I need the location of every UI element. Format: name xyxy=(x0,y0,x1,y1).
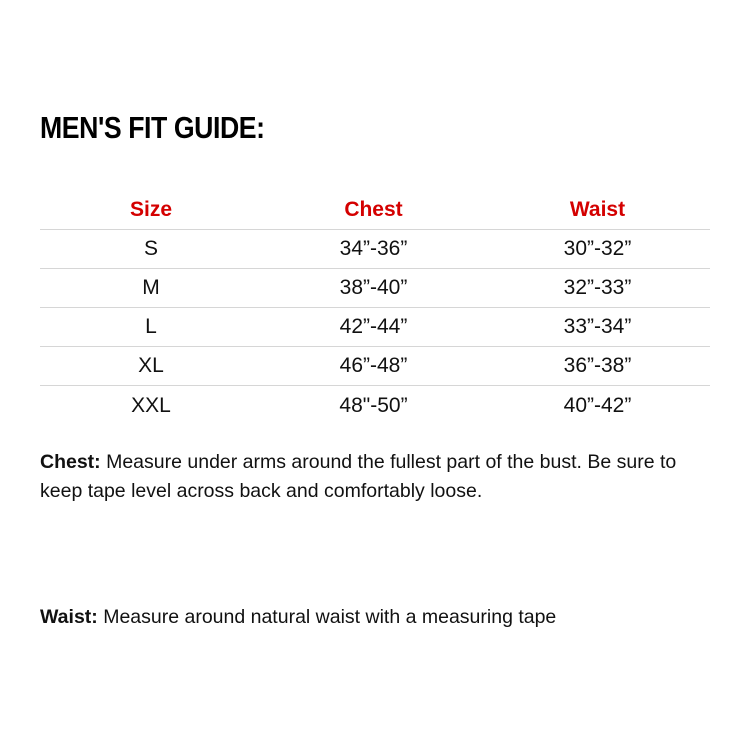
chest-measure-note xyxy=(40,448,710,506)
chest-cell: 42”-44” xyxy=(339,315,408,338)
header-size: Size xyxy=(129,197,173,221)
header-waist: Waist xyxy=(569,197,626,221)
chest-cell: 38”-40” xyxy=(339,276,408,299)
table-header-row xyxy=(40,190,710,230)
size-cell: L xyxy=(145,315,157,338)
table-row xyxy=(40,230,710,269)
waist-cell: 30”-32” xyxy=(563,237,632,260)
page-title: MEN'S FIT GUIDE: xyxy=(40,110,265,145)
waist-cell: 40”-42” xyxy=(563,393,632,417)
table-row xyxy=(40,308,710,347)
chest-cell: 46”-48” xyxy=(339,354,408,377)
waist-note-label: Waist: xyxy=(40,606,98,628)
waist-cell: 32”-33” xyxy=(563,276,632,299)
size-cell: M xyxy=(142,276,160,299)
waist-cell: 36”-38” xyxy=(563,354,632,377)
table-row xyxy=(40,347,710,386)
size-chart-table xyxy=(40,190,710,425)
header-chest: Chest xyxy=(344,197,403,221)
table-row xyxy=(40,269,710,308)
chest-note-label: Chest: xyxy=(40,451,101,473)
waist-note-text: Measure around natural waist with a measuring tape xyxy=(97,606,557,628)
size-cell: S xyxy=(143,237,158,260)
waist-cell: 33”-34” xyxy=(563,315,632,338)
chest-note-text: Measure under arms around the fullest part of the bust. Be sure to keep tape level across back and comfortably loose. xyxy=(40,451,677,502)
table-row xyxy=(40,386,710,425)
waist-measure-note xyxy=(40,603,710,632)
chest-cell: 48"-50” xyxy=(339,393,408,417)
chest-cell: 34”-36” xyxy=(339,237,408,260)
size-cell: XL xyxy=(138,354,164,377)
size-cell: XXL xyxy=(131,393,171,417)
